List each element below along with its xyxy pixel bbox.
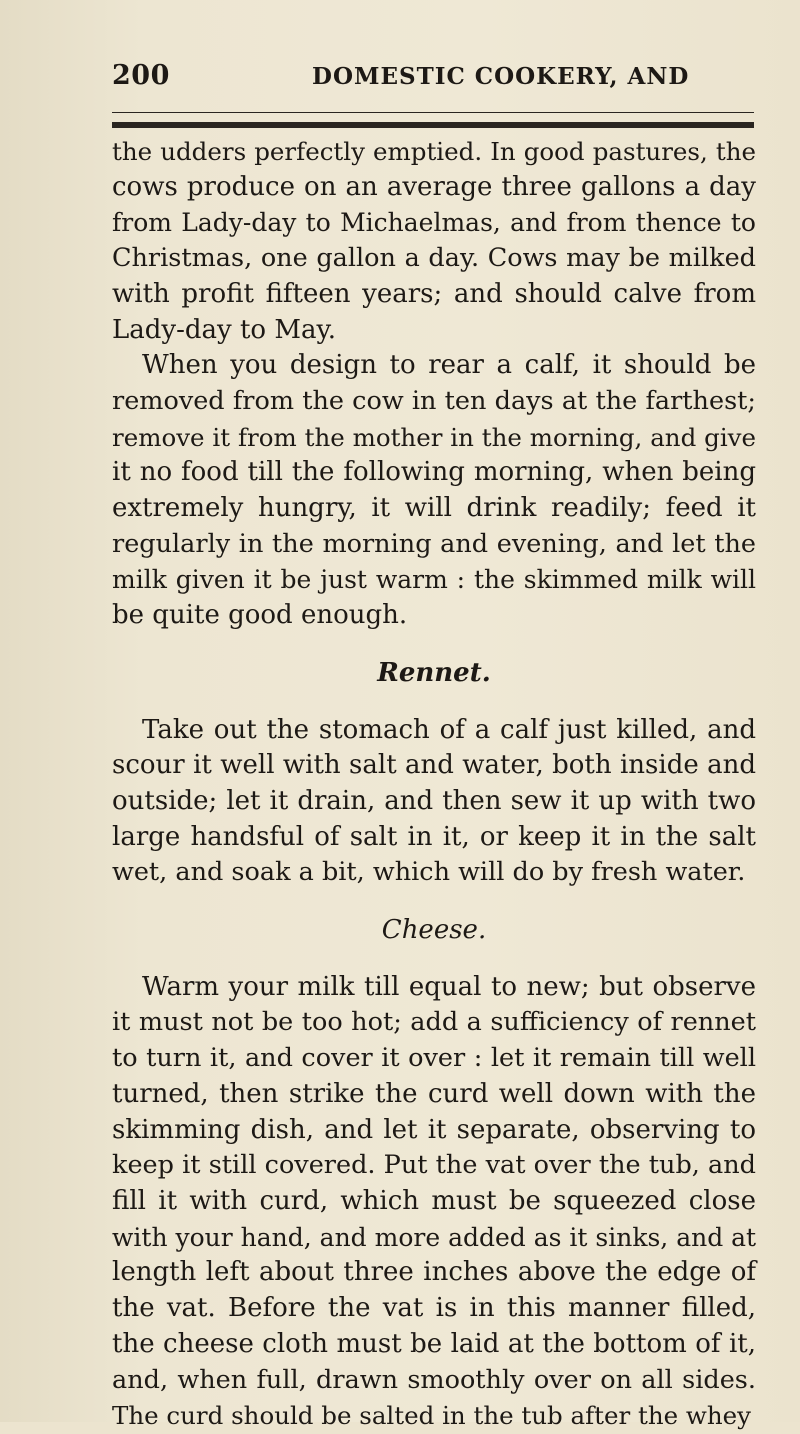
text-line: from Lady-day to Michaelmas, and from thence to [112,208,756,238]
running-head [112,60,756,94]
header-rule [112,122,754,128]
text-line: the cheese cloth must be laid at the bottom of it, [112,1328,756,1359]
page-number: 200 [112,60,170,91]
text-line: be quite good enough. [112,600,408,631]
text-line: large handsful of salt in it, or keep it in the salt [112,821,756,852]
text-line: wet, and soak a bit, which will do by fresh water. [112,857,746,888]
text-line: Take out the stomach of a calf just killed, and [142,714,756,745]
text-line: removed from the cow in ten days at the farthest; [112,385,756,416]
text-line: extremely hungry, it will drink readily; feed it [112,493,756,524]
text-line: the vat. Before the vat is in this manner filled, [112,1293,756,1324]
text-line: skimming dish, and let it separate, observing to [112,1114,756,1145]
text-line: cows produce on an average three gallons a day [112,171,756,202]
text-line: to turn it, and cover it over : let it remain till well [112,1043,756,1074]
text-line: it no food till the following morning, when being [112,457,756,488]
text-line: milk given it be just warm : the skimmed milk will [112,565,756,595]
text-line: with profit fifteen years; and should calve from [112,278,756,309]
running-title: DOMESTIC COOKERY, AND [312,63,690,90]
text-line: The curd should be salted in the tub after the whey [112,1401,752,1431]
paragraph-calf [112,348,756,634]
text-line: regularly in the morning and evening, and let the [112,528,756,559]
text-line: turned, then strike the curd well down with the [112,1078,756,1109]
paragraph-cheese [112,970,756,1434]
section-heading-cheese: Cheese. [381,915,487,946]
text-line: it must not be too hot; add a sufficiency of rennet [112,1007,756,1038]
text-line: scour it well with salt and water, both inside and [112,750,756,781]
text-line: keep it still covered. Put the vat over the tub, and [112,1150,756,1181]
text-line: outside; let it drain, and then sew it up with two [112,785,756,816]
text-line: Christmas, one gallon a day. Cows may be milked [112,243,756,274]
text-line: Lady-day to May. [112,314,336,345]
text-line: and, when full, drawn smoothly over on all sides. [112,1364,756,1395]
header-rule-thin [112,112,754,113]
text-line: with your hand, and more added as it sinks, and at [112,1222,757,1252]
paragraph-rennet [112,713,756,892]
paragraph-milking [112,134,756,348]
text-line: When you design to rear a calf, it should be [142,350,756,381]
text-line: length left about three inches above the edge of [112,1257,756,1288]
text-line: fill it with curd, which must be squeezed close [112,1185,756,1216]
body-text [112,134,756,1434]
section-heading-rennet: Rennet. [377,657,491,688]
text-line: Warm your milk till equal to new; but observe [142,971,756,1002]
text-line: the udders perfectly emptied. In good pastures, the [112,137,756,166]
text-line: remove it from the mother in the morning, and give [112,422,756,452]
